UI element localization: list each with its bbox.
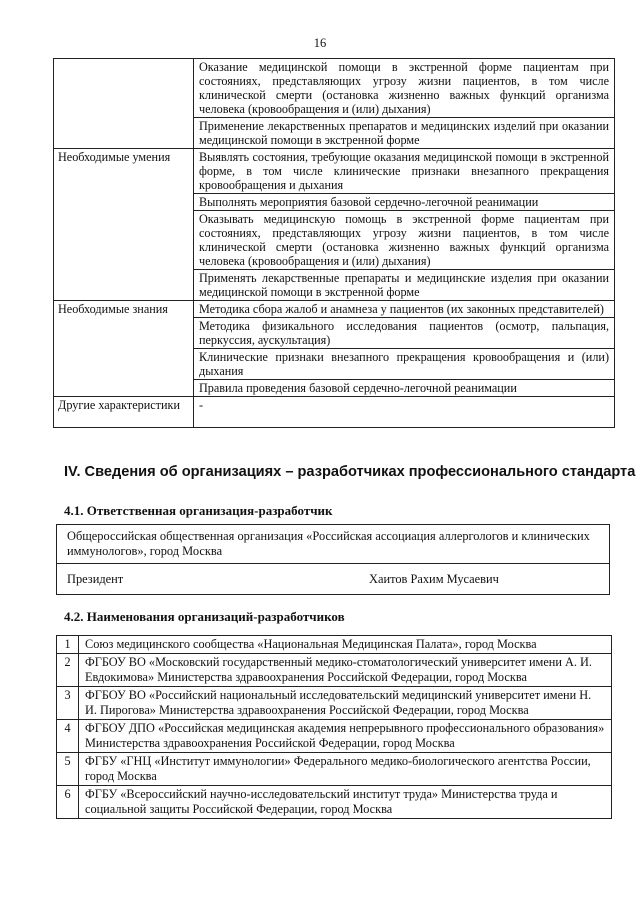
table-row — [54, 301, 615, 318]
table-row — [57, 525, 610, 564]
section-title: IV. Сведения об организациях – разработчиках профессионального стандарта — [64, 464, 636, 480]
developer-org-name: ФГБУ «ГНЦ «Институт иммунологии» Федерального медико-биологического агентства России, город Москва — [79, 753, 612, 786]
row-number: 2 — [57, 654, 79, 687]
developer-org-name: Союз медицинского сообщества «Национальная Медицинская Палата», город Москва — [79, 636, 612, 654]
subsection-title: 4.1. Ответственная организация-разработчик — [64, 503, 333, 518]
table-row — [57, 786, 612, 819]
signatory-position: Президент — [67, 571, 124, 586]
row-number: 6 — [57, 786, 79, 819]
table-cell: Оказание медицинской помощи в экстренной форме пациентам при состояниях, представляющих угрозу жизни пациентов, в том числе клинической смерти (остановка жизненно важных функций организма человека (кровообращения и (или) дыхания) — [194, 59, 615, 118]
table-cell: Методика сбора жалоб и анамнеза у пациентов (их законных представителей) — [194, 301, 615, 318]
row-label: Необходимые знания — [54, 301, 194, 397]
responsible-org-table — [56, 524, 610, 595]
table-row — [57, 753, 612, 786]
page-number: 16 — [313, 36, 327, 50]
row-number: 1 — [57, 636, 79, 654]
developer-org-name: ФГБУ «Всероссийский научно-исследовательский институт труда» Министерства труда и социальной защиты Российской Федерации, город Москва — [79, 786, 612, 819]
developers-table — [56, 635, 612, 819]
row-number: 3 — [57, 687, 79, 720]
table-row — [57, 654, 612, 687]
developer-org-name: ФГБОУ ДПО «Российская медицинская академия непрерывного профессионального образования» Министерства здравоохранения Российской Федерации, город Москва — [79, 720, 612, 753]
table-cell: Методика физикального исследования пациентов (осмотр, пальпация, перкуссия, аускультация) — [194, 318, 615, 349]
table-cell: Применять лекарственные препараты и медицинские изделия при оказании медицинской помощи в экстренной форме — [194, 270, 615, 301]
row-label: Другие характеристики — [54, 397, 194, 428]
skills-table — [53, 58, 615, 428]
signatory-row — [57, 564, 610, 595]
developer-org-name: ФГБОУ ВО «Московский государственный медико-стоматологический университет имени А. И. Евдокимова» Министерства здравоохранения Российской Федерации, город Москва — [79, 654, 612, 687]
table-cell: Оказывать медицинскую помощь в экстренной форме пациентам при состояниях, представляющих угрозу жизни пациентов, в том числе клинической смерти (остановка жизненно важных функций организма человека (кровообращения и (или) дыхания) — [194, 211, 615, 270]
table-cell: - — [194, 397, 615, 428]
table-cell: Выполнять мероприятия базовой сердечно-легочной реанимации — [194, 194, 615, 211]
table-cell: Выявлять состояния, требующие оказания медицинской помощи в экстренной форме, в том числе клинические признаки внезапного прекращения кровообращения и дыхания — [194, 149, 615, 194]
row-number: 4 — [57, 720, 79, 753]
table-row — [57, 636, 612, 654]
subsection-title: 4.2. Наименования организаций-разработчиков — [64, 609, 345, 624]
table-row — [57, 564, 610, 595]
table-cell: Правила проведения базовой сердечно-легочной реанимации — [194, 380, 615, 397]
row-label — [54, 59, 194, 149]
table-row — [54, 149, 615, 194]
row-label: Необходимые умения — [54, 149, 194, 301]
table-row — [57, 687, 612, 720]
responsible-org-name: Общероссийская общественная организация «Российская ассоциация аллергологов и клинических иммунологов», город Москва — [57, 525, 610, 564]
table-cell: Применение лекарственных препаратов и медицинских изделий при оказании медицинской помощи в экстренной форме — [194, 118, 615, 149]
developer-org-name: ФГБОУ ВО «Российский национальный исследовательский медицинский университет имени Н. И. Пирогова» Министерства здравоохранения Российской Федерации, город Москва — [79, 687, 612, 720]
row-number: 5 — [57, 753, 79, 786]
table-row — [57, 720, 612, 753]
table-row — [54, 59, 615, 118]
table-cell: Клинические признаки внезапного прекращения кровообращения и (или) дыхания — [194, 349, 615, 380]
table-row — [54, 397, 615, 428]
signatory-name: Хаитов Рахим Мусаевич — [369, 571, 499, 586]
